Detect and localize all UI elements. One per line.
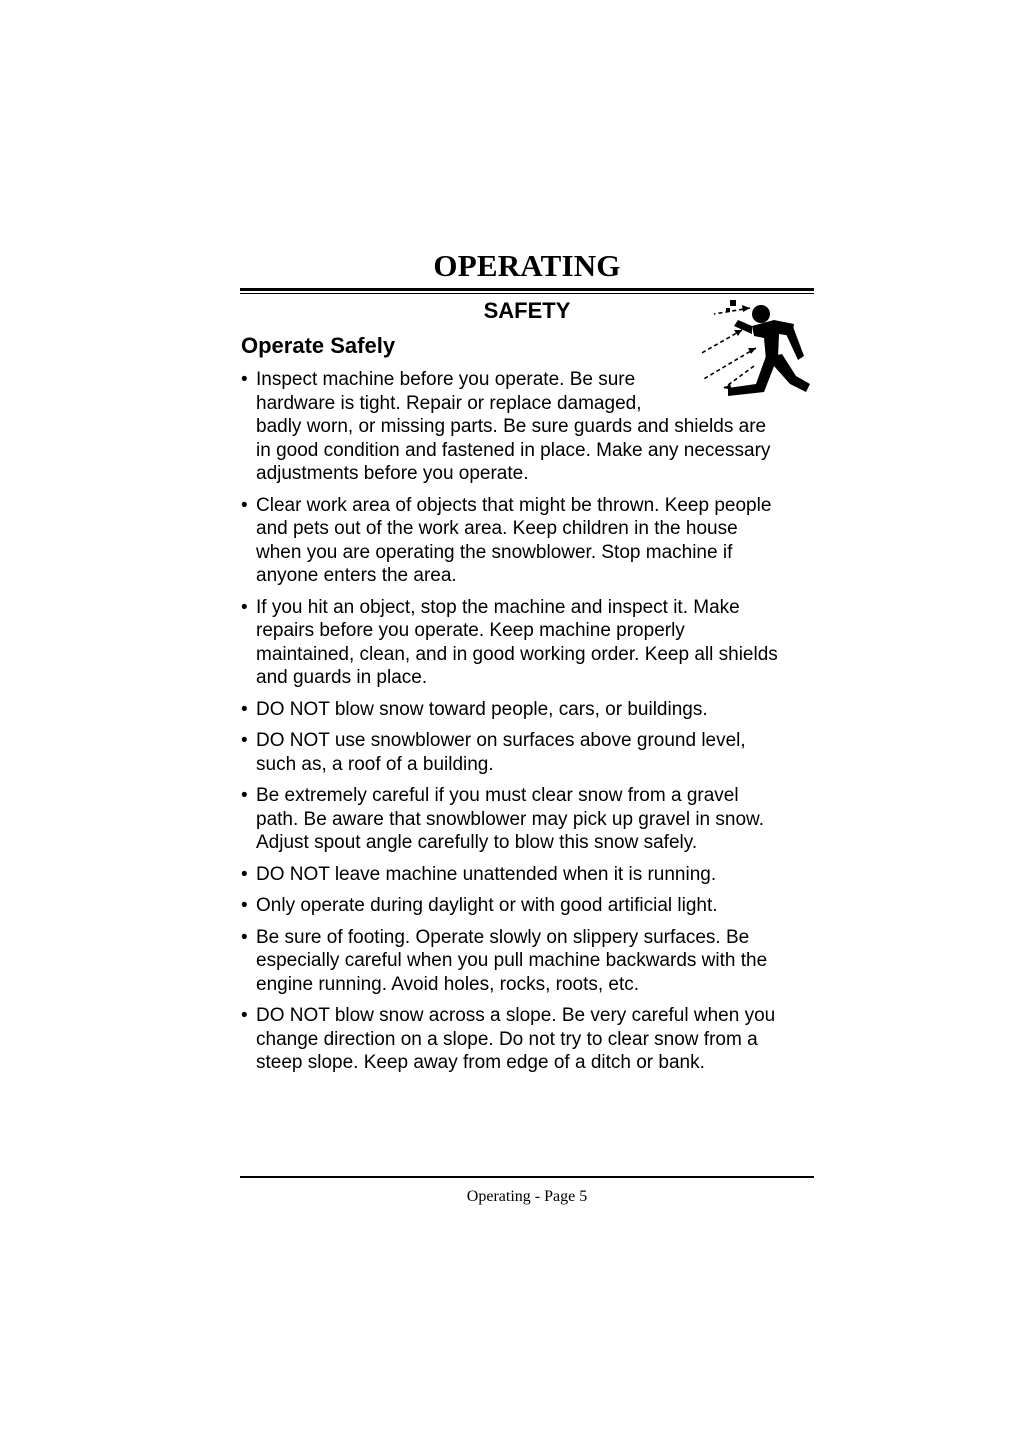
list-item-text: DO NOT leave machine unattended when it is running. xyxy=(256,863,717,885)
list-item xyxy=(241,1004,786,1075)
page-title: OPERATING xyxy=(433,248,621,283)
subsection-heading: Operate Safely xyxy=(241,333,396,358)
list-item-text: Be extremely careful if you must clear snow from a gravel path. Be aware that snowblower may pick up gravel in snow. Adjust spout angle carefully to blow this snow safely. xyxy=(256,785,764,853)
list-item-text: Inspect machine before you operate. Be sure hardware is tight. Repair or replace damaged, badly worn, or missing parts. Be sure guards and shields are in good condition and fastened in place. Make any necessary adjustments before you operate. xyxy=(256,369,771,484)
list-item-text: DO NOT blow snow toward people, cars, or buildings. xyxy=(256,698,708,720)
list-item xyxy=(241,698,786,722)
list-item xyxy=(241,926,786,997)
list-item xyxy=(241,863,786,887)
list-item-text: If you hit an object, stop the machine and inspect it. Make repairs before you operate. Keep machine properly maintained, clean, and in good working order. Keep all shields and guards in place. xyxy=(256,596,778,688)
list-item xyxy=(241,368,786,486)
safety-rules-list xyxy=(241,368,786,1083)
list-item xyxy=(241,894,786,918)
list-item xyxy=(241,494,786,588)
list-item-text: DO NOT use snowblower on surfaces above ground level, such as, a roof of a building. xyxy=(256,730,746,775)
page-footer: Operating - Page 5 xyxy=(466,1188,588,1205)
list-item xyxy=(241,596,786,690)
footer-divider xyxy=(240,1176,814,1178)
list-item-text: Be sure of footing. Operate slowly on slippery surfaces. Be especially careful when you pull machine backwards with the engine running. Avoid holes, rocks, roots, etc. xyxy=(256,926,768,995)
title-divider-thin xyxy=(240,293,814,294)
list-item-text: Only operate during daylight or with good artificial light. xyxy=(256,895,718,916)
list-item-text: DO NOT blow snow across a slope. Be very careful when you change direction on a slope. Do not try to clear snow from a steep slope. Keep away from edge of a ditch or bank. xyxy=(256,1005,776,1073)
list-item xyxy=(241,784,786,855)
title-divider-thick xyxy=(240,288,814,291)
section-heading: SAFETY xyxy=(483,298,571,323)
list-item-text: Clear work area of objects that might be thrown. Keep people and pets out of the work area. Keep children in the house when you are operating the snowblower. Stop machine if anyone enters the area. xyxy=(256,494,772,586)
list-item xyxy=(241,729,786,776)
